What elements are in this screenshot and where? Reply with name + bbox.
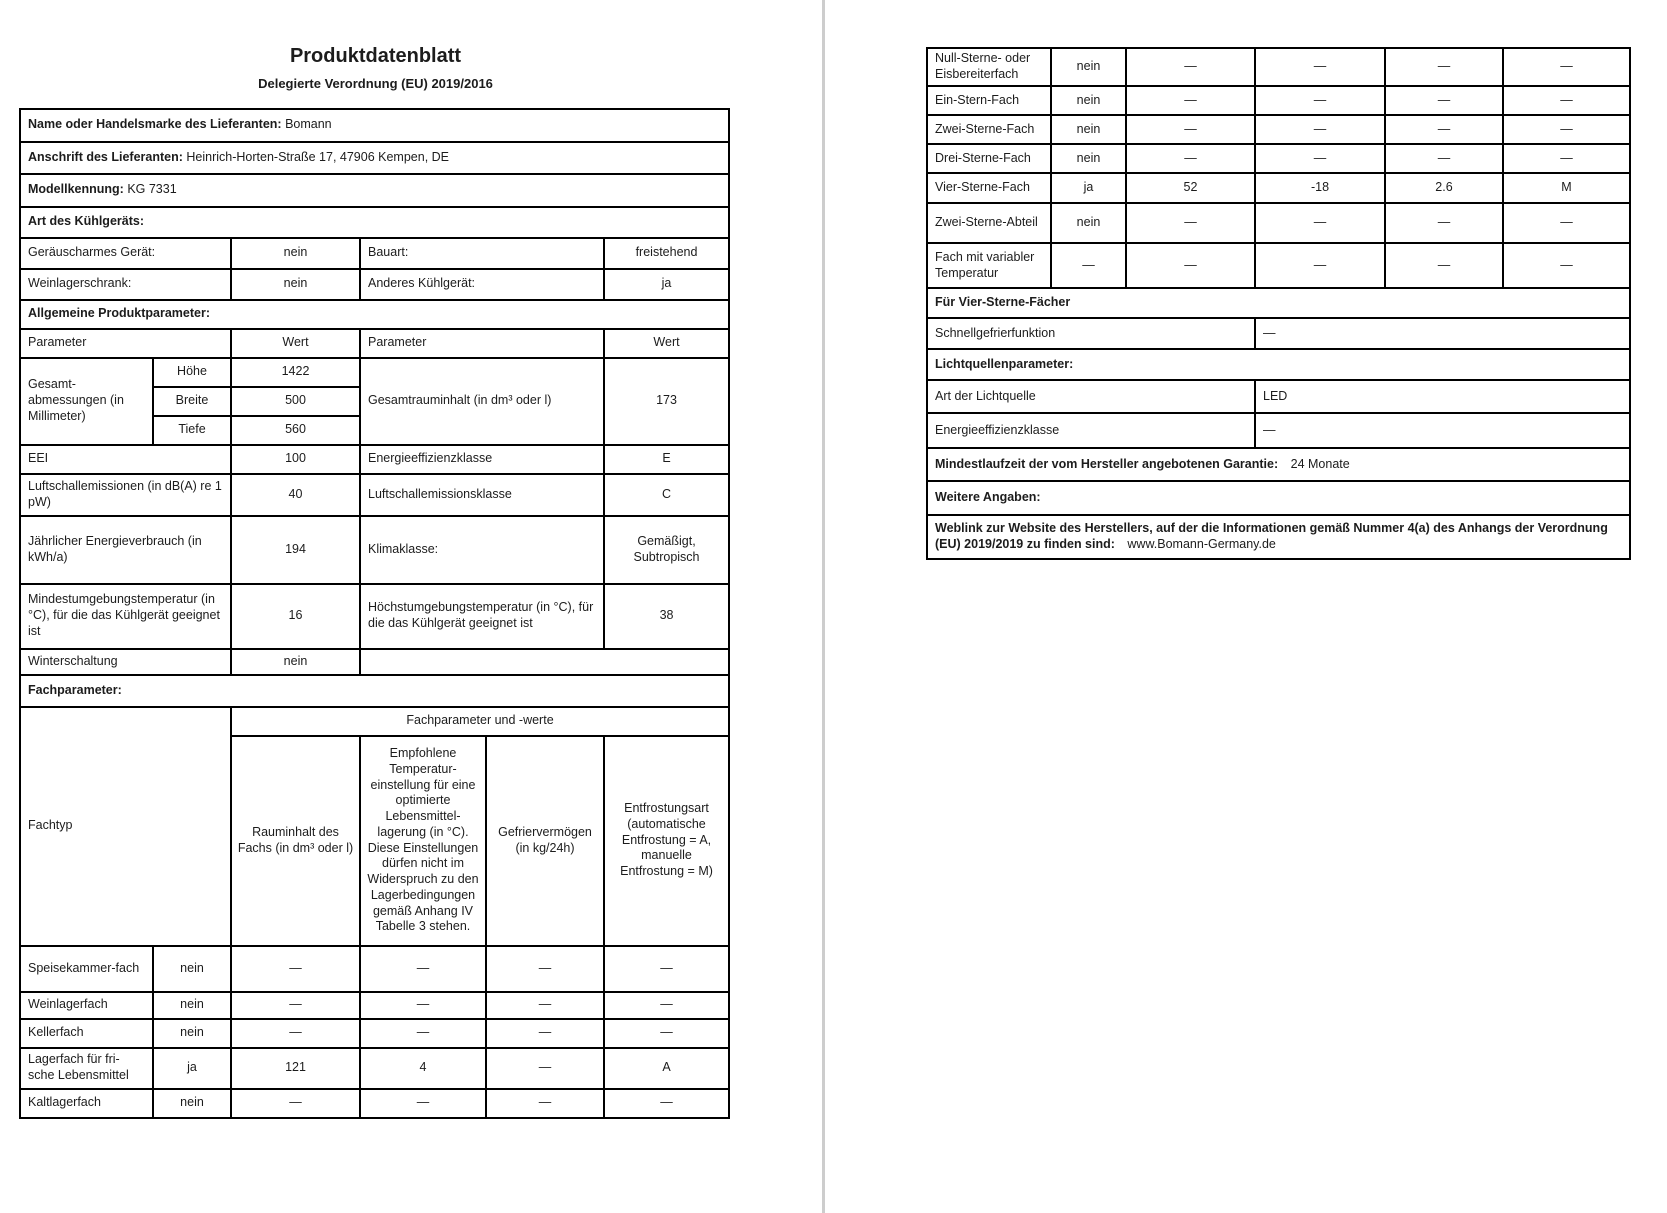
compartment-freeze: —	[486, 946, 604, 992]
design-type-label: Bauart:	[360, 238, 604, 269]
wine-storage-value: nein	[231, 269, 360, 300]
dimension-height-label: Höhe	[153, 358, 231, 387]
four-star-section-row	[927, 288, 1630, 318]
supplier-name-value: Bomann	[285, 117, 332, 132]
climate-class-label: Klimaklasse:	[360, 516, 604, 584]
min-ambient-temp-label: Mindestumgebungstemperatur (in °C), für die das Kühlgerät geeignet ist	[20, 584, 231, 649]
compartment-label: Kaltlagerfach	[20, 1089, 153, 1118]
compartment-volume: —	[1126, 115, 1255, 144]
eei-value: 100	[231, 445, 360, 474]
wine-storage-row	[20, 269, 729, 300]
light-energy-class-row	[927, 413, 1630, 448]
noise-class-label: Luftschallemissionsklasse	[360, 474, 604, 516]
compartment-temp: —	[360, 992, 486, 1019]
compartment-volume: —	[1126, 144, 1255, 173]
right-datasheet-table	[926, 47, 1631, 560]
winter-setting-label: Winterschaltung	[20, 649, 231, 675]
warranty-value: 24 Monate	[1290, 456, 1350, 471]
compartment-row-zero-star	[927, 48, 1630, 86]
total-volume-label: Gesamtrauminhalt (in dm³ oder l)	[360, 358, 604, 445]
supplier-address-label: Anschrift des Lieferanten:	[28, 149, 183, 164]
compartment-row-fresh-food	[20, 1048, 729, 1089]
compartment-defrost: —	[1503, 144, 1630, 173]
compartment-defrost: —	[604, 1019, 729, 1048]
page-right	[825, 0, 1667, 1213]
compartment-defrost: —	[1503, 203, 1630, 243]
more-info-section-header: Weitere Angaben:	[927, 481, 1630, 515]
compartment-present: ja	[153, 1048, 231, 1089]
compartment-present: ja	[1051, 173, 1126, 203]
other-appliance-value: ja	[604, 269, 729, 300]
noise-class-value: C	[604, 474, 729, 516]
supplier-address-value: Heinrich-Horten-Straße 17, 47906 Kempen, DE	[186, 149, 450, 164]
compartment-present: —	[1051, 243, 1126, 288]
compartment-volume: 52	[1126, 173, 1255, 203]
compartment-label: Speisekammer-fach	[20, 946, 153, 992]
compartment-present: nein	[1051, 203, 1126, 243]
compartment-temp: 4	[360, 1048, 486, 1089]
compartment-freeze: 2.6	[1385, 173, 1503, 203]
compartment-label: Vier-Sterne-Fach	[927, 173, 1051, 203]
energy-consumption-row	[20, 516, 729, 584]
model-id-value: KG 7331	[127, 182, 177, 197]
compartment-defrost: —	[604, 946, 729, 992]
compartment-temp: —	[1255, 115, 1385, 144]
wert-col-header-1: Wert	[231, 329, 360, 358]
page-left	[0, 0, 822, 1213]
compartment-volume: 121	[231, 1048, 360, 1089]
compartment-label: Lagerfach für fri-sche Lebensmittel	[20, 1048, 153, 1089]
compartment-row-two-star	[927, 115, 1630, 144]
compartment-label: Drei-Sterne-Fach	[927, 144, 1051, 173]
compartment-freeze: —	[486, 1048, 604, 1089]
compartment-row-pantry	[20, 946, 729, 992]
temp-col-header: Empfohlene Temperatur-einstellung für eine optimierte Lebensmittel-lagerung (in °C). Diese Einstellungen dürfen nicht im Widerspruch zu den Lagerbedingungen gemäß Anhang IV Tabelle 3 stehen.	[360, 736, 486, 946]
compartment-label: Fach mit variabler Temperatur	[927, 243, 1051, 288]
quiet-appliance-row	[20, 238, 729, 269]
energy-class-label: Energieeffizienzklasse	[360, 445, 604, 474]
compartment-group-header-row	[20, 707, 729, 736]
min-ambient-temp-value: 16	[231, 584, 360, 649]
compartment-temp: —	[1255, 86, 1385, 115]
param-header-row	[20, 329, 729, 358]
compartment-type-header: Fachtyp	[20, 707, 231, 946]
weblink-url: www.Bomann-Germany.de	[1127, 537, 1276, 551]
dimension-depth-label: Tiefe	[153, 416, 231, 445]
noise-value: 40	[231, 474, 360, 516]
supplier-name-label: Name oder Handelsmarke des Lieferanten:	[28, 117, 282, 132]
light-source-label: Art der Lichtquelle	[927, 380, 1255, 413]
design-type-value: freistehend	[604, 238, 729, 269]
compartment-freeze: —	[1385, 115, 1503, 144]
page-subtitle: Delegierte Verordnung (EU) 2019/2016	[258, 76, 493, 92]
light-energy-class-label: Energieeffizienzklasse	[927, 413, 1255, 448]
wine-storage-label: Weinlagerschrank:	[20, 269, 231, 300]
noise-row	[20, 474, 729, 516]
appliance-type-section-header: Art des Kühlgeräts:	[20, 207, 729, 238]
compartment-present: nein	[153, 1089, 231, 1118]
general-params-section-header: Allgemeine Produktparameter:	[20, 300, 729, 329]
winter-setting-row	[20, 649, 729, 675]
compartment-row-three-star	[927, 144, 1630, 173]
dimension-depth-value: 560	[231, 416, 360, 445]
general-params-section-row	[20, 300, 729, 329]
compartment-present: nein	[1051, 115, 1126, 144]
compartment-row-two-star-section	[927, 203, 1630, 243]
compartment-volume: —	[1126, 48, 1255, 86]
max-ambient-temp-label: Höchstumgebungstemperatur (in °C), für die das Kühlgerät geeignet ist	[360, 584, 604, 649]
more-info-section-row	[927, 481, 1630, 515]
compartment-freeze: —	[486, 1089, 604, 1118]
compartment-temp: —	[1255, 203, 1385, 243]
compartment-row-four-star	[927, 173, 1630, 203]
compartment-temp: —	[1255, 144, 1385, 173]
winter-setting-value: nein	[231, 649, 360, 675]
compartment-temp: —	[1255, 48, 1385, 86]
compartment-group-header: Fachparameter und -werte	[231, 707, 729, 736]
compartment-freeze: —	[1385, 243, 1503, 288]
climate-class-value: Gemäßigt, Subtropisch	[604, 516, 729, 584]
compartment-label: Ein-Stern-Fach	[927, 86, 1051, 115]
compartment-label: Zwei-Sterne-Fach	[927, 115, 1051, 144]
light-section-header: Lichtquellenparameter:	[927, 349, 1630, 380]
energy-consumption-label: Jährlicher Energieverbrauch (in kWh/a)	[20, 516, 231, 584]
model-id-row	[20, 174, 729, 207]
light-energy-class-value: —	[1255, 413, 1630, 448]
winter-setting-empty-cell	[360, 649, 729, 675]
compartment-defrost: —	[1503, 115, 1630, 144]
page-title: Produktdatenblatt	[289, 45, 462, 67]
param-col-header-1: Parameter	[20, 329, 231, 358]
compartment-defrost: M	[1503, 173, 1630, 203]
compartment-temp: —	[360, 946, 486, 992]
compartment-present: nein	[1051, 48, 1126, 86]
compartment-freeze: —	[1385, 48, 1503, 86]
compartment-volume: —	[231, 1019, 360, 1048]
compartment-freeze: —	[1385, 144, 1503, 173]
four-star-section-header: Für Vier-Sterne-Fächer	[927, 288, 1630, 318]
compartment-label: Weinlagerfach	[20, 992, 153, 1019]
light-source-value: LED	[1255, 380, 1630, 413]
appliance-type-section-row	[20, 207, 729, 238]
compartment-volume: —	[1126, 203, 1255, 243]
supplier-name-row	[20, 109, 729, 142]
model-id-label: Modellkennung:	[28, 182, 124, 197]
left-datasheet-table	[19, 108, 730, 1119]
eei-label: EEI	[20, 445, 231, 474]
compartment-freeze: —	[486, 992, 604, 1019]
weblink-row	[927, 515, 1630, 559]
light-section-row	[927, 349, 1630, 380]
fast-freeze-label: Schnellgefrierfunktion	[927, 318, 1255, 349]
compartment-section-row	[20, 675, 729, 707]
compartment-volume: —	[231, 1089, 360, 1118]
compartment-label: Null-Sterne- oder Eisbereiterfach	[927, 48, 1051, 86]
compartment-defrost: —	[604, 1089, 729, 1118]
compartment-present: nein	[153, 992, 231, 1019]
total-volume-value: 173	[604, 358, 729, 445]
freeze-col-header: Gefriervermögen (in kg/24h)	[486, 736, 604, 946]
compartment-volume: —	[1126, 243, 1255, 288]
compartment-section-header: Fachparameter:	[20, 675, 729, 707]
fast-freeze-value: —	[1255, 318, 1630, 349]
compartment-present: nein	[153, 1019, 231, 1048]
dimension-height-value: 1422	[231, 358, 360, 387]
warranty-row	[927, 448, 1630, 481]
compartment-volume: —	[231, 992, 360, 1019]
quiet-appliance-label: Geräuscharmes Gerät:	[20, 238, 231, 269]
compartment-freeze: —	[486, 1019, 604, 1048]
compartment-label: Zwei-Sterne-Abteil	[927, 203, 1051, 243]
energy-consumption-value: 194	[231, 516, 360, 584]
wert-col-header-2: Wert	[604, 329, 729, 358]
compartment-row-chill	[20, 1089, 729, 1118]
compartment-temp: —	[1255, 243, 1385, 288]
quiet-appliance-value: nein	[231, 238, 360, 269]
param-col-header-2: Parameter	[360, 329, 604, 358]
compartment-temp: —	[360, 1089, 486, 1118]
energy-class-value: E	[604, 445, 729, 474]
compartment-row-wine	[20, 992, 729, 1019]
compartment-row-cellar	[20, 1019, 729, 1048]
compartment-temp: —	[360, 1019, 486, 1048]
compartment-defrost: —	[604, 992, 729, 1019]
compartment-present: nein	[1051, 86, 1126, 115]
compartment-volume: —	[231, 946, 360, 992]
compartment-defrost: —	[1503, 243, 1630, 288]
compartment-freeze: —	[1385, 203, 1503, 243]
dimension-height-row	[20, 358, 729, 387]
compartment-present: nein	[153, 946, 231, 992]
compartment-defrost: —	[1503, 48, 1630, 86]
light-source-row	[927, 380, 1630, 413]
compartment-temp: -18	[1255, 173, 1385, 203]
fast-freeze-row	[927, 318, 1630, 349]
supplier-address-row	[20, 142, 729, 174]
dimension-width-value: 500	[231, 387, 360, 416]
eei-row	[20, 445, 729, 474]
ambient-temp-row	[20, 584, 729, 649]
compartment-row-variable-temp	[927, 243, 1630, 288]
compartment-present: nein	[1051, 144, 1126, 173]
weblink-label: Weblink zur Website des Herstellers, auf der die Informationen gemäß Nummer 4(a) des Anhangs der Verordnung (EU) 2019/2019 zu finden sind:	[935, 521, 1608, 551]
compartment-label: Kellerfach	[20, 1019, 153, 1048]
noise-label: Luftschallemissionen (in dB(A) re 1 pW)	[20, 474, 231, 516]
compartment-volume: —	[1126, 86, 1255, 115]
defrost-col-header: Entfrostungsart (automatische Entfrostung = A, manuelle Entfrostung = M)	[604, 736, 729, 946]
compartment-defrost: —	[1503, 86, 1630, 115]
compartment-defrost: A	[604, 1048, 729, 1089]
other-appliance-label: Anderes Kühlgerät:	[360, 269, 604, 300]
compartment-freeze: —	[1385, 86, 1503, 115]
dimensions-label: Gesamt-abmessungen (in Millimeter)	[20, 358, 153, 445]
max-ambient-temp-value: 38	[604, 584, 729, 649]
compartment-row-one-star	[927, 86, 1630, 115]
volume-col-header: Rauminhalt des Fachs (in dm³ oder l)	[231, 736, 360, 946]
warranty-label: Mindestlaufzeit der vom Hersteller angebotenen Garantie:	[935, 456, 1279, 471]
dimension-width-label: Breite	[153, 387, 231, 416]
